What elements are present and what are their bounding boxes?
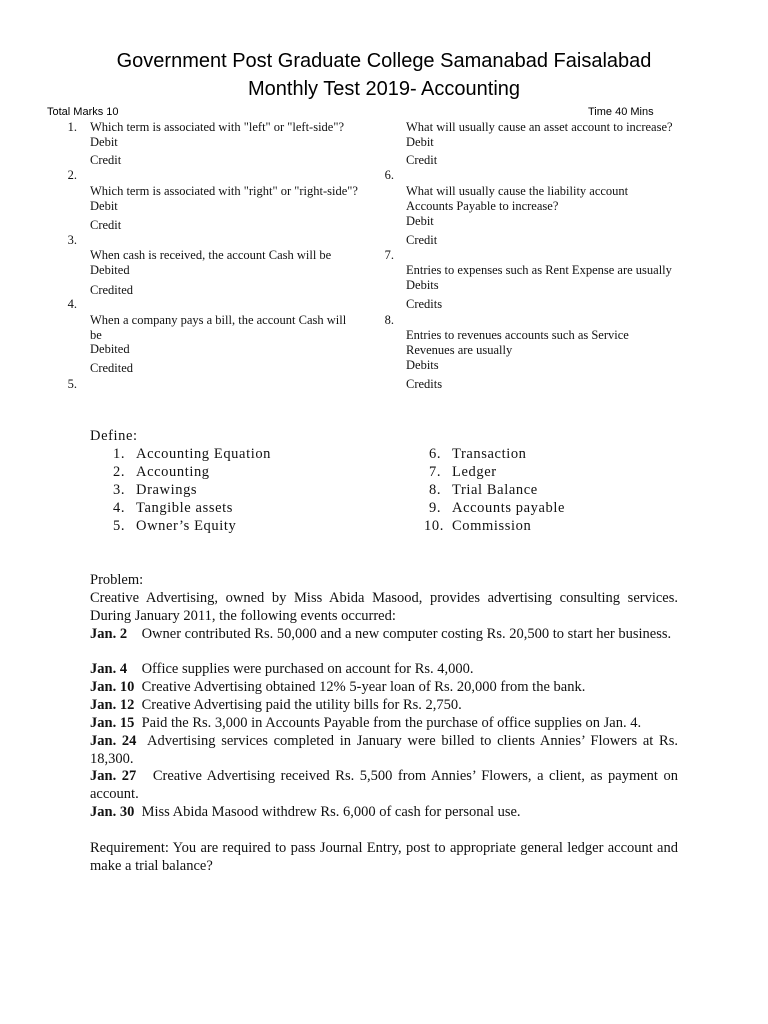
question-text: Entries to expenses such as Rent Expense are usually bbox=[406, 263, 672, 277]
event-date: Jan. 27 bbox=[90, 768, 137, 784]
event-text: Advertising services completed in January were billed to clients Annies’ Flowers at Rs. 18,300. bbox=[90, 733, 678, 767]
define-number: 8. bbox=[429, 482, 442, 498]
define-number: 1. bbox=[113, 446, 126, 462]
define-term: Accounts payable bbox=[452, 500, 566, 516]
event-text: Creative Advertising received Rs. 5,500 from Annies’ Flowers, a client, as payment on account. bbox=[90, 768, 678, 802]
event-text: Creative Advertising paid the utility bills for Rs. 2,750. bbox=[141, 697, 462, 713]
answer-option: Credits bbox=[406, 297, 443, 311]
answer-option: Credit bbox=[406, 153, 438, 167]
question-number: 8. bbox=[384, 313, 394, 327]
define-term: Tangible assets bbox=[136, 500, 233, 516]
define-term: Ledger bbox=[452, 464, 497, 480]
define-term: Owner’s Equity bbox=[136, 518, 237, 534]
answer-option: Debit bbox=[406, 214, 434, 228]
define-number: 4. bbox=[113, 500, 126, 516]
time-limit: Time 40 Mins bbox=[588, 106, 654, 118]
event-date: Jan. 12 bbox=[90, 697, 135, 713]
problem-event bbox=[90, 625, 678, 643]
define-number: 6. bbox=[429, 446, 442, 462]
answer-option: Debited bbox=[90, 263, 130, 277]
define-term: Accounting bbox=[136, 464, 210, 480]
question-number: 1. bbox=[67, 120, 77, 134]
problem-event bbox=[90, 678, 678, 696]
event-text: Creative Advertising obtained 12% 5-year loan of Rs. 20,000 from the bank. bbox=[141, 679, 586, 695]
problem-event bbox=[90, 660, 678, 678]
question-number: 5. bbox=[67, 377, 77, 391]
answer-option: Debits bbox=[406, 358, 439, 372]
question-text: When cash is received, the account Cash will be bbox=[90, 248, 332, 262]
question-number: 7. bbox=[384, 248, 394, 262]
question-text: When a company pays a bill, the account Cash will be bbox=[90, 313, 347, 342]
define-term: Transaction bbox=[452, 446, 527, 462]
problem-event bbox=[90, 732, 678, 768]
define-number: 3. bbox=[113, 482, 126, 498]
event-date: Jan. 30 bbox=[90, 804, 135, 820]
event-text: Office supplies were purchased on account for Rs. 4,000. bbox=[141, 661, 474, 677]
answer-option: Debit bbox=[90, 135, 118, 149]
question-text: Which term is associated with "right" or "right-side"? bbox=[90, 184, 358, 198]
define-number: 9. bbox=[429, 500, 442, 516]
event-text: Miss Abida Masood withdrew Rs. 6,000 of cash for personal use. bbox=[141, 804, 521, 820]
problem-event bbox=[90, 696, 678, 714]
answer-option: Credited bbox=[90, 283, 134, 297]
event-text: Owner contributed Rs. 50,000 and a new computer costing Rs. 20,500 to start her business. bbox=[141, 626, 672, 642]
define-number: 2. bbox=[113, 464, 126, 480]
answer-option: Credits bbox=[406, 377, 443, 391]
event-date: Jan. 2 bbox=[90, 626, 128, 642]
event-date: Jan. 10 bbox=[90, 679, 135, 695]
answer-option: Credit bbox=[90, 153, 122, 167]
problem-event bbox=[90, 714, 678, 732]
answer-option: Debits bbox=[406, 278, 439, 292]
answer-option: Credit bbox=[406, 233, 438, 247]
question-text: What will usually cause the liability account Accounts Payable to increase? bbox=[406, 184, 629, 213]
document-title: Government Post Graduate College Samanabad Faisalabad bbox=[116, 50, 652, 72]
problem-intro: Creative Advertising, owned by Miss Abida Masood, provides advertising consulting services. During January 2011, the following events occurred: bbox=[90, 590, 678, 624]
answer-option: Debit bbox=[90, 199, 118, 213]
answer-option: Debited bbox=[90, 342, 130, 356]
define-number: 7. bbox=[429, 464, 442, 480]
problem-event bbox=[90, 767, 678, 803]
answer-option: Credit bbox=[90, 218, 122, 232]
event-date: Jan. 24 bbox=[90, 733, 137, 749]
problem-event bbox=[90, 803, 678, 821]
define-number: 5. bbox=[113, 518, 126, 534]
answer-option: Debit bbox=[406, 135, 434, 149]
question-text: What will usually cause an asset account to increase? bbox=[406, 120, 673, 134]
define-term: Commission bbox=[452, 518, 532, 534]
event-date: Jan. 15 bbox=[90, 715, 135, 731]
total-marks: Total Marks 10 bbox=[47, 106, 119, 118]
question-number: 3. bbox=[67, 233, 77, 247]
problem-heading: Problem: bbox=[90, 572, 144, 588]
answer-option: Credited bbox=[90, 361, 134, 375]
question-number: 4. bbox=[67, 297, 77, 311]
define-term: Drawings bbox=[136, 482, 198, 498]
define-term: Accounting Equation bbox=[136, 446, 272, 462]
document-subtitle: Monthly Test 2019- Accounting bbox=[247, 78, 521, 100]
define-term: Trial Balance bbox=[452, 482, 538, 498]
requirement-text: Requirement: You are required to pass Journal Entry, post to appropriate general ledger account and make a trial balance? bbox=[90, 840, 678, 874]
question-text: Entries to revenues accounts such as Service Revenues are usually bbox=[406, 328, 629, 357]
define-heading: Define: bbox=[90, 428, 138, 444]
question-number: 2. bbox=[67, 168, 77, 182]
event-text: Paid the Rs. 3,000 in Accounts Payable from the purchase of office supplies on Jan. 4. bbox=[141, 715, 642, 731]
question-number: 6. bbox=[384, 168, 394, 182]
question-text: Which term is associated with "left" or "left-side"? bbox=[90, 120, 345, 134]
define-number: 10. bbox=[424, 518, 444, 534]
event-date: Jan. 4 bbox=[90, 661, 128, 677]
